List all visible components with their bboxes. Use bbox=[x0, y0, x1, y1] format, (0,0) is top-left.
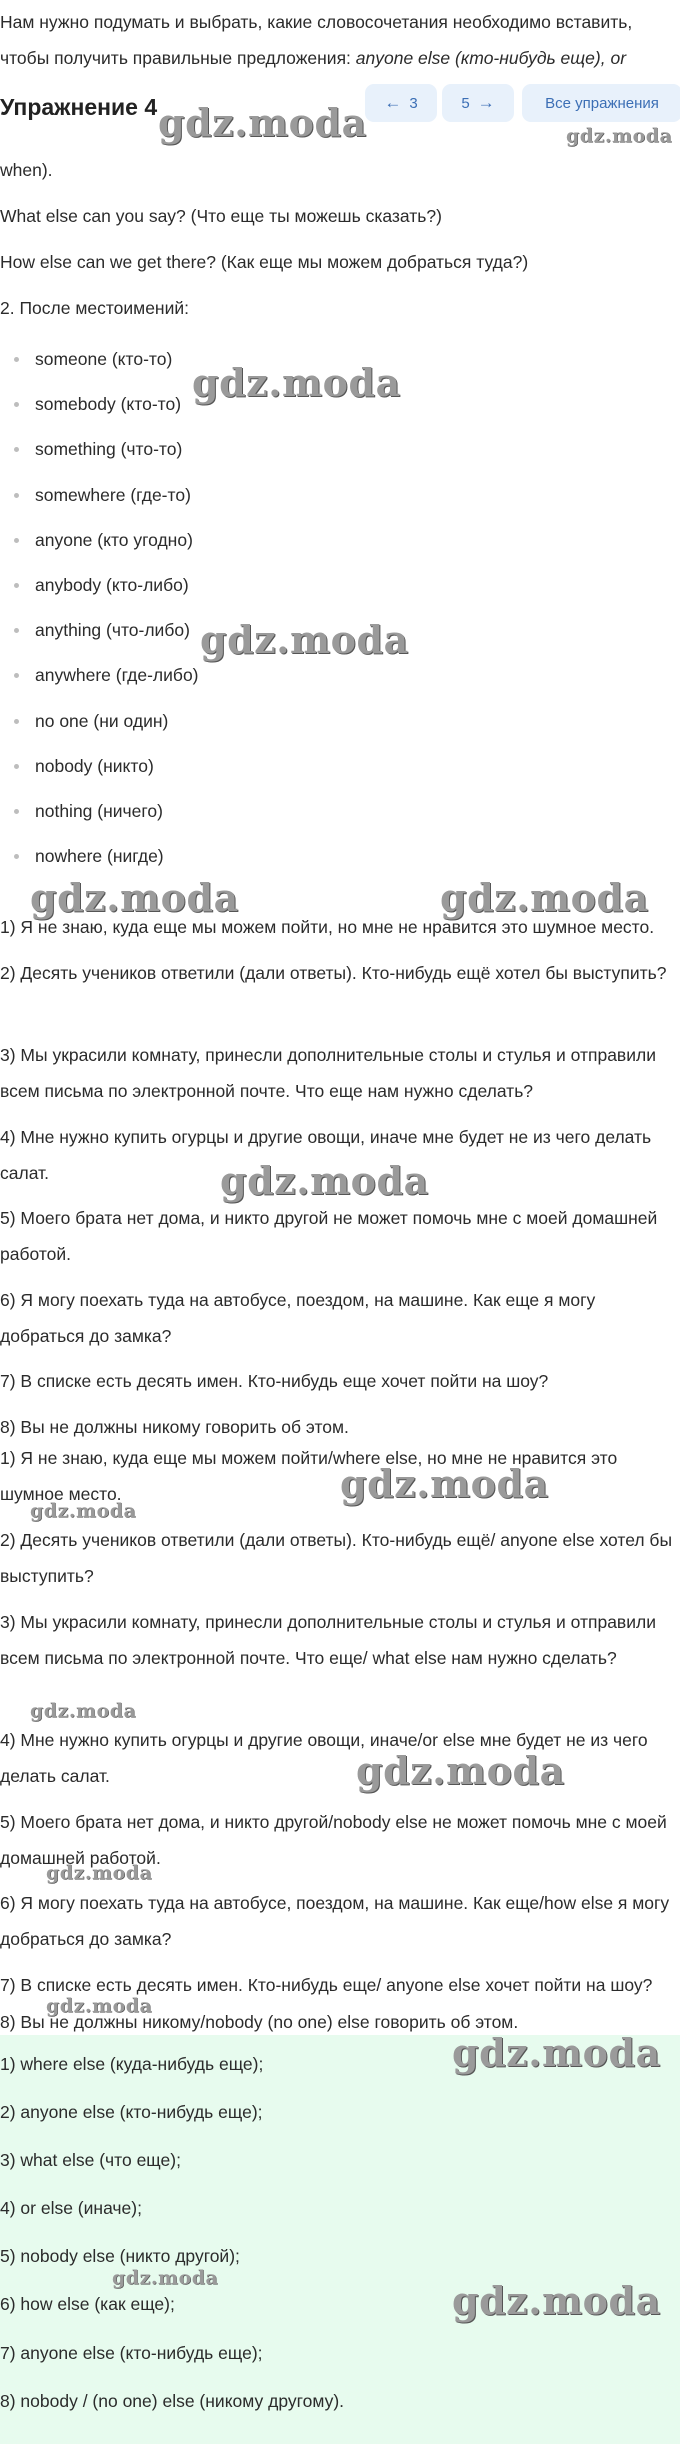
arrow-left-icon: ← bbox=[384, 93, 402, 112]
answer-item: 5) nobody else (никто другой); bbox=[0, 2246, 240, 2266]
filled-sentence: 5) Моего брата нет дома, и никто другой/nobody else не может помочь мне с моей домашней работой. bbox=[0, 1812, 667, 1868]
next-exercise-button[interactable] bbox=[442, 84, 514, 122]
when-line: when). bbox=[0, 160, 53, 180]
intro-text: Нам нужно подумать и выбрать, какие словосочетания необходимо вставить, чтобы получить правильные предложения: bbox=[0, 12, 633, 68]
task-sentence: 7) В списке есть десять имен. Кто-нибудь еще хочет пойти на шоу? bbox=[0, 1371, 549, 1391]
watermark: gdz.moda bbox=[440, 875, 649, 920]
filled-sentence: 7) В списке есть десять имен. Кто-нибудь еще/ anyone else хочет пойти на шоу? bbox=[0, 1975, 653, 1995]
exercise-title: Упражнение 4 bbox=[0, 94, 158, 120]
task-sentence: 4) Мне нужно купить огурцы и другие овощи, иначе мне будет не из чего делать салат. bbox=[0, 1127, 652, 1183]
list-item: somebody (кто-то) bbox=[0, 389, 199, 434]
list-item: nowhere (нигде) bbox=[0, 841, 199, 886]
watermark: gdz.moda bbox=[356, 1748, 565, 1793]
answer-item: 6) how else (как еще); bbox=[0, 2294, 175, 2314]
watermark: gdz.moda bbox=[30, 1500, 137, 1522]
watermark: gdz.moda bbox=[112, 2267, 219, 2289]
filled-sentence: 8) Вы не должны никому/nobody (no one) else говорить об этом. bbox=[0, 2012, 519, 2032]
arrow-right-icon: → bbox=[477, 93, 495, 112]
pronouns-heading: 2. После местоимений: bbox=[0, 298, 190, 318]
watermark: gdz.moda bbox=[452, 2030, 661, 2075]
list-item: nothing (ничего) bbox=[0, 796, 199, 841]
pronoun-list bbox=[0, 344, 199, 886]
intro-paragraph bbox=[0, 4, 680, 76]
filled-sentence: 1) Я не знаю, куда еще мы можем пойти/where else, но мне не нравится это шумное место. bbox=[0, 1448, 618, 1504]
task-sentence: 6) Я могу поехать туда на автобусе, поездом, на машине. Как еще я могу добраться до замка? bbox=[0, 1290, 596, 1346]
answer-box bbox=[0, 2035, 680, 2444]
list-item: nobody (никто) bbox=[0, 751, 199, 796]
list-item: somewhere (где-то) bbox=[0, 480, 199, 525]
list-item: anywhere (где-либо) bbox=[0, 660, 199, 705]
intro-italic-text: anyone else (кто-нибудь еще), or bbox=[355, 48, 627, 68]
watermark: gdz.moda bbox=[46, 1995, 153, 2017]
answer-item: 8) nobody / (no one) else (никому другому). bbox=[0, 2391, 345, 2411]
answer-item: 2) anyone else (кто-нибудь еще); bbox=[0, 2102, 263, 2122]
example-line: What else can you say? (Что еще ты можешь сказать?) bbox=[0, 206, 442, 226]
watermark: gdz.moda bbox=[158, 100, 367, 145]
watermark: gdz.moda bbox=[452, 2278, 661, 2323]
answer-item: 3) what else (что еще); bbox=[0, 2150, 181, 2170]
list-item: something (что-то) bbox=[0, 434, 199, 479]
list-item: anyone (кто угодно) bbox=[0, 525, 199, 570]
prev-exercise-button[interactable] bbox=[365, 84, 437, 122]
prev-exercise-label: 3 bbox=[409, 94, 418, 112]
task-sentence: 8) Вы не должны никому говорить об этом. bbox=[0, 1417, 349, 1437]
filled-sentence: 4) Мне нужно купить огурцы и другие овощи, иначе/or else мне будет не из чего делать салат. bbox=[0, 1730, 648, 1786]
filled-sentence: 2) Десять учеников ответили (дали ответы). Кто-нибудь ещё/ anyone else хотел бы выступить? bbox=[0, 1530, 673, 1586]
filled-sentence: 3) Мы украсили комнату, принесли дополнительные столы и стулья и отправили всем письма по электронной почте. Что еще/ what else нам нужно сделать? bbox=[0, 1612, 656, 1668]
task-sentence: 3) Мы украсили комнату, принесли дополнительные столы и стулья и отправили всем письма по электронной почте. Что еще нам нужно сделать? bbox=[0, 1045, 656, 1101]
task-sentence: 5) Моего брата нет дома, и никто другой не может помочь мне с моей домашней работой. bbox=[0, 1208, 658, 1264]
task-sentence: 2) Десять учеников ответили (дали ответы). Кто-нибудь ещё хотел бы выступить? bbox=[0, 963, 667, 983]
filled-sentence: 6) Я могу поехать туда на автобусе, поездом, на машине. Как еще/how else я могу добраться до замка? bbox=[0, 1893, 670, 1949]
answer-item: 7) anyone else (кто-нибудь еще); bbox=[0, 2343, 263, 2363]
watermark: gdz.moda bbox=[340, 1461, 549, 1506]
example-line: How else can we get there? (Как еще мы можем добраться туда?) bbox=[0, 252, 529, 272]
next-exercise-label: 5 bbox=[461, 94, 470, 112]
watermark: gdz.moda bbox=[200, 617, 409, 662]
answer-item: 4) or else (иначе); bbox=[0, 2198, 142, 2218]
watermark: gdz.moda bbox=[30, 875, 239, 920]
list-item: no one (ни один) bbox=[0, 706, 199, 751]
all-exercises-button[interactable]: Все упражнения bbox=[522, 84, 680, 122]
list-item: anything (что-либо) bbox=[0, 615, 199, 660]
list-item: anybody (кто-либо) bbox=[0, 570, 199, 615]
watermark: gdz.moda bbox=[220, 1158, 429, 1203]
watermark: gdz.moda bbox=[30, 1700, 137, 1722]
watermark: gdz.moda bbox=[46, 1862, 153, 1884]
task-sentence: 1) Я не знаю, куда еще мы можем пойти, но мне не нравится это шумное место. bbox=[0, 917, 655, 937]
watermark: gdz.moda bbox=[566, 125, 673, 147]
watermark: gdz.moda bbox=[192, 360, 401, 405]
list-item: someone (кто-то) bbox=[0, 344, 199, 389]
answer-item: 1) where else (куда-нибудь еще); bbox=[0, 2054, 264, 2074]
